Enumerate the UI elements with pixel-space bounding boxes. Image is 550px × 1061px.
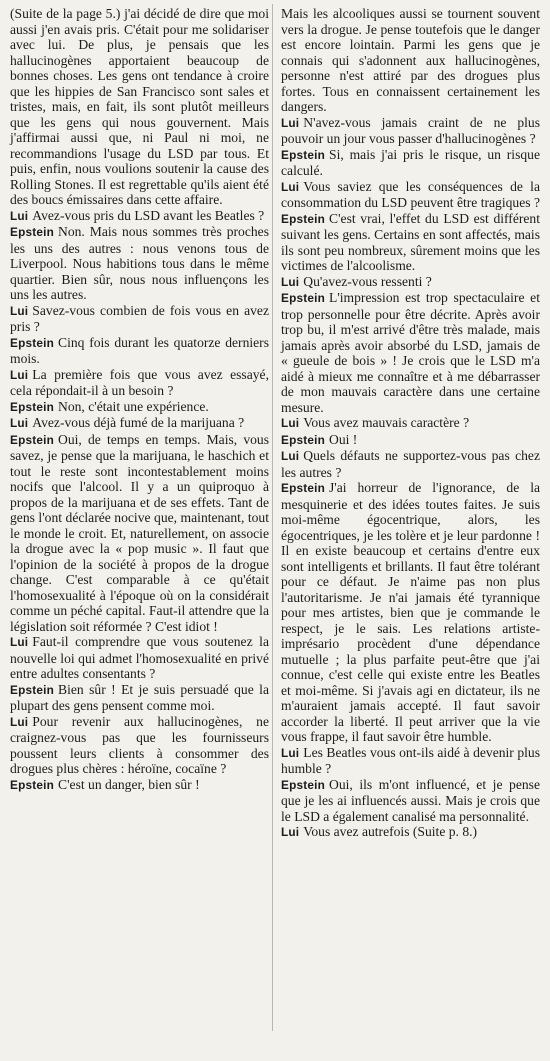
speaker-label: Lui: [10, 367, 29, 382]
turn-text: Les Beatles vous ont-ils aidé à devenir plus humble ?: [281, 744, 540, 776]
interview-turn: [10, 399, 269, 416]
speaker-label: Epstein: [10, 777, 55, 792]
speaker-label: Lui: [281, 449, 300, 463]
interview-turn: [10, 415, 269, 432]
interview-turn: [10, 335, 269, 367]
speaker-label: Epstein: [10, 335, 55, 350]
interview-turn: [10, 682, 269, 714]
interview-turn: [281, 290, 540, 415]
interview-turn: [281, 179, 540, 211]
speaker-label: Epstein: [281, 147, 326, 162]
right-column: [281, 6, 540, 1055]
interview-turn: [281, 211, 540, 274]
speaker-label: Epstein: [281, 481, 326, 495]
interview-turn: [10, 714, 269, 777]
turn-text: J'ai horreur de l'ignorance, de la mesquinerie et des idées toutes faites. Je suis moi-même égocentrique, alors, les égocentriques, je les tolère et je leur pardonne ! Il en existe beaucoup et certains d'entre eux sont intelligents et brillants. Il faut être tolérant pour ce défaut. Je n'aime pas non plus l'autoritarisme. Je n'ai jamais été tyrannique pour mes artistes, bien que je commande le respect, je le sais. Les relations artiste-imprésario procèdent d'une dépendance mutuelle ; la plus parfaite peut-être que j'ai connue, c'est celle qui existe entre les Beatles et moi-même. Si j'avais agi en dictateur, ils ne m'auraient jamais accepté. Il faut savoir accorder la liberté. Il peut arriver que la vie vous frappe, il faut savoir être humble.: [281, 480, 540, 744]
left-column: [10, 6, 269, 1055]
interview-turn: [281, 448, 540, 480]
interview-turn: [281, 274, 540, 291]
interview-turn: [10, 224, 269, 303]
interview-turn: [281, 745, 540, 777]
turn-text: Cinq fois durant les quatorze derniers mois.: [10, 334, 269, 366]
turn-text: Non, c'était une expérience.: [58, 398, 209, 414]
speaker-label: Lui: [281, 745, 300, 760]
speaker-label: Epstein: [10, 432, 55, 447]
speaker-label: Lui: [281, 179, 300, 194]
column-divider: [272, 4, 273, 1031]
turn-text: Non. Mais nous sommes très proches les uns des autres : nous venons tous de Liverpool. Nous habitions tous dans le même quartier. Bien sûr, nous nous influençons les uns les autres.: [10, 224, 269, 302]
turn-text: Oui !: [329, 431, 358, 447]
speaker-label: Lui: [10, 635, 29, 649]
turn-text: Vous avez mauvais caractère ?: [303, 415, 470, 430]
speaker-label: Lui: [281, 115, 300, 130]
turn-text: La première fois que vous avez essayé, cela répondait-il à un besoin ?: [10, 366, 269, 398]
turn-text: Faut-il comprendre que vous soutenez la nouvelle loi qui admet l'homosexualité en privé entre adultes consentants ?: [10, 634, 269, 681]
speaker-label: Lui: [281, 274, 300, 289]
turn-text: Oui, ils m'ont influencé, et je pense que je les ai influencés aussi. Mais je crois que le LSD a également canalisé ma personnalité.: [281, 776, 540, 824]
turn-text: Qu'avez-vous ressenti ?: [303, 273, 432, 289]
turn-text: Avez-vous pris du LSD avant les Beatles ?: [32, 207, 265, 223]
speaker-label: Epstein: [10, 399, 55, 414]
interview-turn: [281, 147, 540, 179]
interview-turn: [10, 367, 269, 399]
turn-text: Vous saviez que les conséquences de la consommation du LSD peuvent être tragiques ?: [281, 178, 540, 210]
speaker-label: Lui: [10, 303, 29, 318]
speaker-label: Lui: [10, 714, 29, 729]
turn-text: Avez-vous déjà fumé de la marijuana ?: [32, 415, 245, 430]
interview-turn: [281, 480, 540, 745]
turn-text: Mais les alcooliques aussi se tournent souvent vers la drogue. Je pense toutefois que le danger est encore lointain. Parmi les gens que je connais qui s'adonnent aux hallucinogènes, personne n'est attiré par des drogues plus fortes. Tous en connaissent certainement les dangers.: [281, 6, 540, 114]
speaker-label: Lui: [281, 825, 300, 839]
speaker-label: Lui: [10, 208, 29, 223]
interview-turn: [10, 634, 269, 682]
turn-text: N'avez-vous jamais craint de ne plus pouvoir un jour vous passer d'hallucinogènes ?: [281, 114, 540, 146]
turn-text: C'est vrai, l'effet du LSD est différent suivant les gens. Certains en sont affectés, mais ils sont peu nombreux, sûrement moins que les victimes de l'alcoolisme.: [281, 210, 540, 273]
turn-text: Oui, de temps en temps. Mais, vous savez, je pense que la marijuana, le haschich et tout le reste sont incontestablement moins nocifs que l'alcool. Il y a un quiproquo à propos de la marijuana et de ses effets. Tant de gens l'ont déclarée nocive que, maintenant, tout le monde le croit. Et, naturellement, on associe la drogue avec la « pop music ». Il faut que l'opinion de la société à propos de la drogue change. C'est comparable à ce qu'était l'homosexualité à l'époque où on la considérait comme un péché capital. Faut-il attendre que la législation soit réformée ? C'est idiot !: [10, 431, 269, 634]
interview-turn: [10, 208, 269, 225]
speaker-label: Epstein: [10, 682, 55, 697]
interview-turn: [281, 777, 540, 825]
continued-paragraph: [10, 6, 269, 208]
speaker-label: Epstein: [281, 432, 326, 447]
turn-text: L'impression est trop spectaculaire et trop personnelle pour être décrite. Après avoir trop bu, il m'est arrivé d'être très malade, mais jamais après avoir absorbé du LSD, jamais de « gueule de bois » ! Je crois que le LSD m'a aidé à mieux me connaître et à me débarrasser de mon mauvais caractère dans une certaine mesure.: [281, 290, 540, 415]
turn-text: Savez-vous combien de fois vous en avez pris ?: [10, 302, 269, 334]
turn-text: Pour revenir aux hallucinogènes, ne craignez-vous pas que les fournisseurs poussent leurs clients à consommer des drogues plus chères : héroïne, cocaïne ?: [10, 713, 269, 776]
turn-text: Quels défauts ne supportez-vous pas chez les autres ?: [281, 448, 540, 480]
speaker-label: Epstein: [281, 777, 326, 792]
interview-turn: [281, 415, 540, 432]
speaker-label: Lui: [281, 416, 300, 430]
continued-paragraph: [281, 6, 540, 115]
turn-text: Si, mais j'ai pris le risque, un risque calculé.: [281, 146, 540, 178]
speaker-label: Epstein: [10, 225, 55, 239]
speaker-label: Epstein: [281, 211, 326, 226]
interview-turn: [10, 432, 269, 635]
speaker-label: Epstein: [281, 291, 326, 305]
interview-turn: [281, 824, 540, 841]
turn-text: (Suite de la page 5.) j'ai décidé de dire que moi aussi j'en avais pris. C'était pour me solidariser avec lui. De plus, je pensais que les hallucinogènes apportaient beaucoup de bonnes choses. Les gens ont tendance à croire que les hippies de San Francisco sont sales et tristes, mais, en fait, ils sont plutôt meilleurs que les gens qui nous gouvernent. Mais j'affirmai aussi que, ni Paul ni moi, ne recommandions l'usage du LSD par tous. Et puis, enfin, nous voulions soutenir la cause des Rolling Stones. Il est regrettable qu'ils aient été des boucs émissaires dans cette affaire.: [10, 6, 269, 207]
turn-text: C'est un danger, bien sûr !: [58, 776, 200, 792]
turn-text: Bien sûr ! Et je suis persuadé que la plupart des gens pensent comme moi.: [10, 681, 269, 713]
speaker-label: Lui: [10, 416, 29, 430]
turn-text: Vous avez autrefois (Suite p. 8.): [303, 824, 478, 839]
interview-turn: [281, 432, 540, 449]
interview-turn: [10, 303, 269, 335]
interview-turn: [281, 115, 540, 147]
interview-turn: [10, 777, 269, 794]
